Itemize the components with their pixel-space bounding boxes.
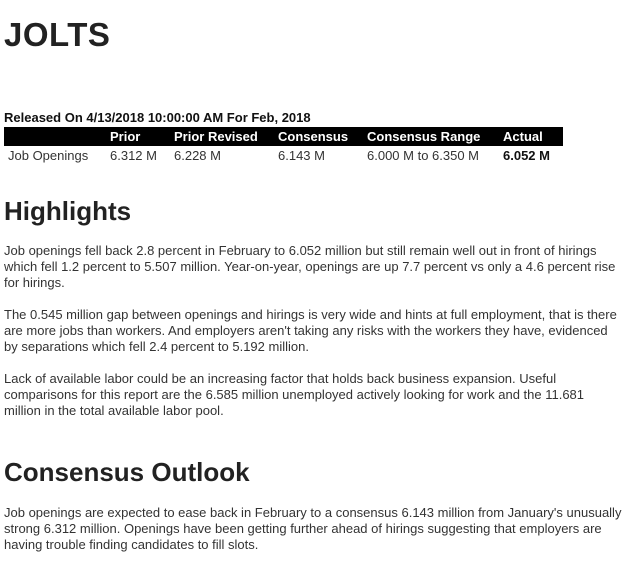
table-row [4,146,563,166]
header-consensus-range: Consensus Range [363,127,499,146]
header-prior: Prior [106,127,170,146]
row-consensus: 6.143 M [278,148,325,163]
consensus-outlook-paragraph: Job openings are expected to ease back in February to a consensus 6.143 million from January's unusually strong 6.312 million. Openings have been getting further ahead of hirings suggesting that employers are having trouble finding candidates to fill slots. [4,505,622,552]
highlights-paragraph-2: The 0.545 million gap between openings and hirings is very wide and hints at full employment, that is there are more jobs than workers. And employers aren't taking any risks with the workers they have, evidenced by separations which fell 2.4 percent to 5.192 million. [4,307,617,354]
highlights-heading: Highlights [4,196,132,226]
summary-table [4,127,563,166]
header-actual: Actual [499,127,563,146]
header-label [4,127,106,146]
row-actual: 6.052 M [503,148,550,163]
page-title: JOLTS [4,16,111,53]
row-consensus-range: 6.000 M to 6.350 M [367,148,480,163]
release-date: Released On 4/13/2018 10:00:00 AM For Feb, 2018 [4,110,311,125]
summary-table-header-row [4,127,563,146]
highlights-paragraph-1: Job openings fell back 2.8 percent in February to 6.052 million but still remain well out in front of hirings which fell 1.2 percent to 5.507 million. Year-on-year, openings are up 7.7 percent vs only a 4.6 percent rise for hirings. [4,243,616,290]
row-prior-revised: 6.228 M [174,148,221,163]
row-prior: 6.312 M [110,148,157,163]
header-consensus: Consensus [274,127,363,146]
consensus-outlook-heading: Consensus Outlook [4,457,250,487]
highlights-paragraph-3: Lack of available labor could be an increasing factor that holds back business expansion. Useful comparisons for this report are the 6.585 million unemployed actively looking for work and the 11.681 million in the total available labor pool. [4,371,585,418]
header-prior-revised: Prior Revised [170,127,274,146]
row-label: Job Openings [8,148,89,163]
